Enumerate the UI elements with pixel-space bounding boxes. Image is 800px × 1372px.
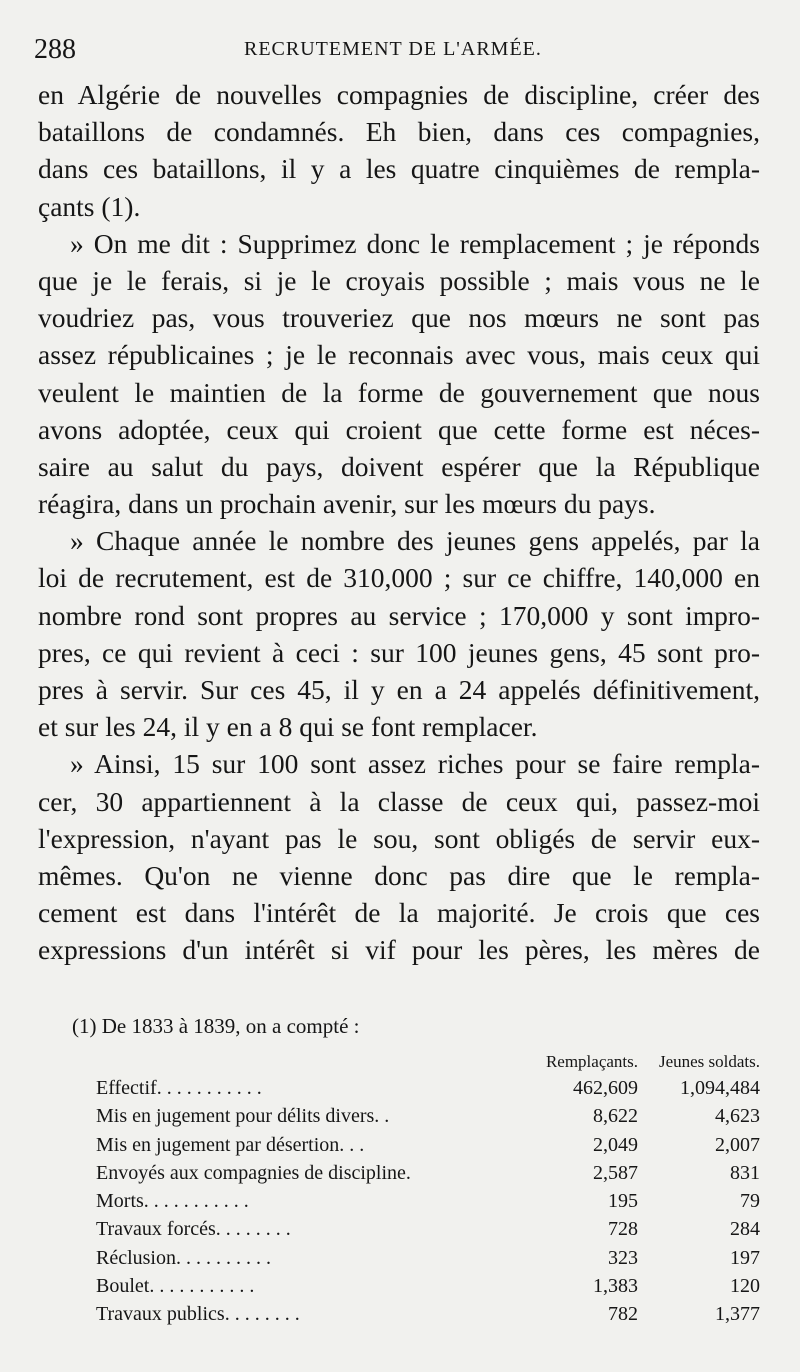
jeunes-soldats-value: 4,623 [715,1105,760,1128]
table-row [96,1159,760,1187]
text-line: assez républicaines ; je le reconnais avec vous, mais ceux qui [38,339,760,371]
text-line: cer, 30 appartiennent à la classe de ceux qui, passez-moi [38,785,760,817]
table-row [96,1272,760,1300]
table-row [96,1074,760,1102]
jeunes-soldats-value: 1,377 [715,1303,760,1326]
label-column-header [96,1050,468,1074]
column-header-remplacants: Remplaçants. [545,1052,638,1071]
footnote [72,1012,762,1329]
table-row [96,1187,760,1215]
row-label: Travaux forcés. . . . . . . . [96,1218,291,1241]
row-label: Travaux publics. . . . . . . . [96,1303,300,1326]
remplacants-value: 2,587 [593,1161,638,1184]
row-label: Effectif. . . . . . . . . . . [96,1077,262,1099]
text-line: veulent le maintien de la forme de gouvernement que nous [38,376,760,408]
table-header-row [96,1050,760,1074]
row-label: Mis en jugement pour délits divers. . [96,1105,390,1128]
jeunes-soldats-value: 831 [730,1161,760,1184]
remplacants-value: 1,383 [593,1275,638,1298]
text-line: » Ainsi, 15 sur 100 sont assez riches pour se faire rempla- [70,748,760,780]
page-number: 288 [34,34,76,65]
jeunes-soldats-value: 79 [740,1190,760,1213]
remplacants-value: 2,049 [593,1133,638,1156]
text-line: voudriez pas, vous trouveriez que nos mœurs ne sont pas [38,302,760,334]
text-line: que je le ferais, si je le croyais possible ; mais vous ne le [38,264,760,296]
remplacants-value: 8,622 [593,1105,638,1128]
row-label: Envoyés aux compagnies de discipline. [96,1161,411,1184]
jeunes-soldats-value: 1,094,484 [680,1077,760,1099]
text-line: réagira, dans un prochain avenir, sur les mœurs du pays. [38,488,656,520]
jeunes-soldats-value: 284 [730,1218,760,1241]
footnote-intro: (1) De 1833 à 1839, on a compté : [72,1014,360,1038]
jeunes-soldats-value: 197 [730,1246,760,1269]
table-row [96,1244,760,1272]
text-line: » Chaque année le nombre des jeunes gens appelés, par la [70,525,760,557]
page-header [34,34,760,74]
text-line: en Algérie de nouvelles compagnies de discipline, créer des [38,79,760,110]
row-label: Réclusion. . . . . . . . . . [96,1246,271,1269]
text-line: çants (1). [38,190,141,222]
text-line: saire au salut du pays, doivent espérer que la République [38,450,760,482]
text-line: l'expression, n'ayant pas le sou, sont obligés de servir eux- [38,822,760,854]
text-line: mêmes. Qu'on ne vienne donc pas dire que le rempla- [38,859,760,891]
remplacants-value: 323 [608,1246,638,1269]
text-line: » On me dit : Supprimez donc le remplacement ; je réponds [70,227,760,259]
text-line: nombre rond sont propres au service ; 170,000 y sont impro- [38,599,760,631]
table-row [96,1300,760,1328]
text-line: expressions d'un intérêt si vif pour les pères, les mères de [38,934,760,966]
text-line: bataillons de condamnés. Eh bien, dans ces compagnies, [38,116,760,148]
remplacants-value: 728 [608,1218,638,1241]
text-line: loi de recrutement, est de 310,000 ; sur ce chiffre, 140,000 en [38,562,760,594]
body-text [38,76,760,969]
remplacants-value: 195 [608,1190,638,1213]
text-line: pres à servir. Sur ces 45, il y en a 24 appelés définitivement, [38,674,760,705]
table-row [96,1102,760,1130]
remplacants-value: 782 [608,1303,638,1326]
text-line: dans ces bataillons, il y a les quatre cinquièmes de rempla- [38,153,760,185]
jeunes-soldats-value: 2,007 [715,1133,760,1156]
jeunes-soldats-value: 120 [730,1275,760,1298]
remplacants-value: 462,609 [573,1077,638,1099]
running-title: RECRUTEMENT DE L'ARMÉE. [244,38,542,60]
text-line: pres, ce qui revient à ceci : sur 100 jeunes gens, 45 sont pro- [38,636,760,668]
row-label: Morts. . . . . . . . . . . [96,1190,249,1213]
row-label: Boulet. . . . . . . . . . . [96,1275,255,1298]
table-row [96,1131,760,1159]
table-row [96,1215,760,1243]
column-header-jeunes-soldats: Jeunes soldats. [658,1052,760,1071]
text-line: cement est dans l'intérêt de la majorité. Je crois que ces [38,897,760,929]
footnote-table [96,1050,760,1329]
text-line: et sur les 24, il y en a 8 qui se font remplacer. [38,711,538,743]
row-label: Mis en jugement par désertion. . . [96,1133,365,1156]
text-line: avons adoptée, ceux qui croient que cette forme est néces- [38,413,760,445]
